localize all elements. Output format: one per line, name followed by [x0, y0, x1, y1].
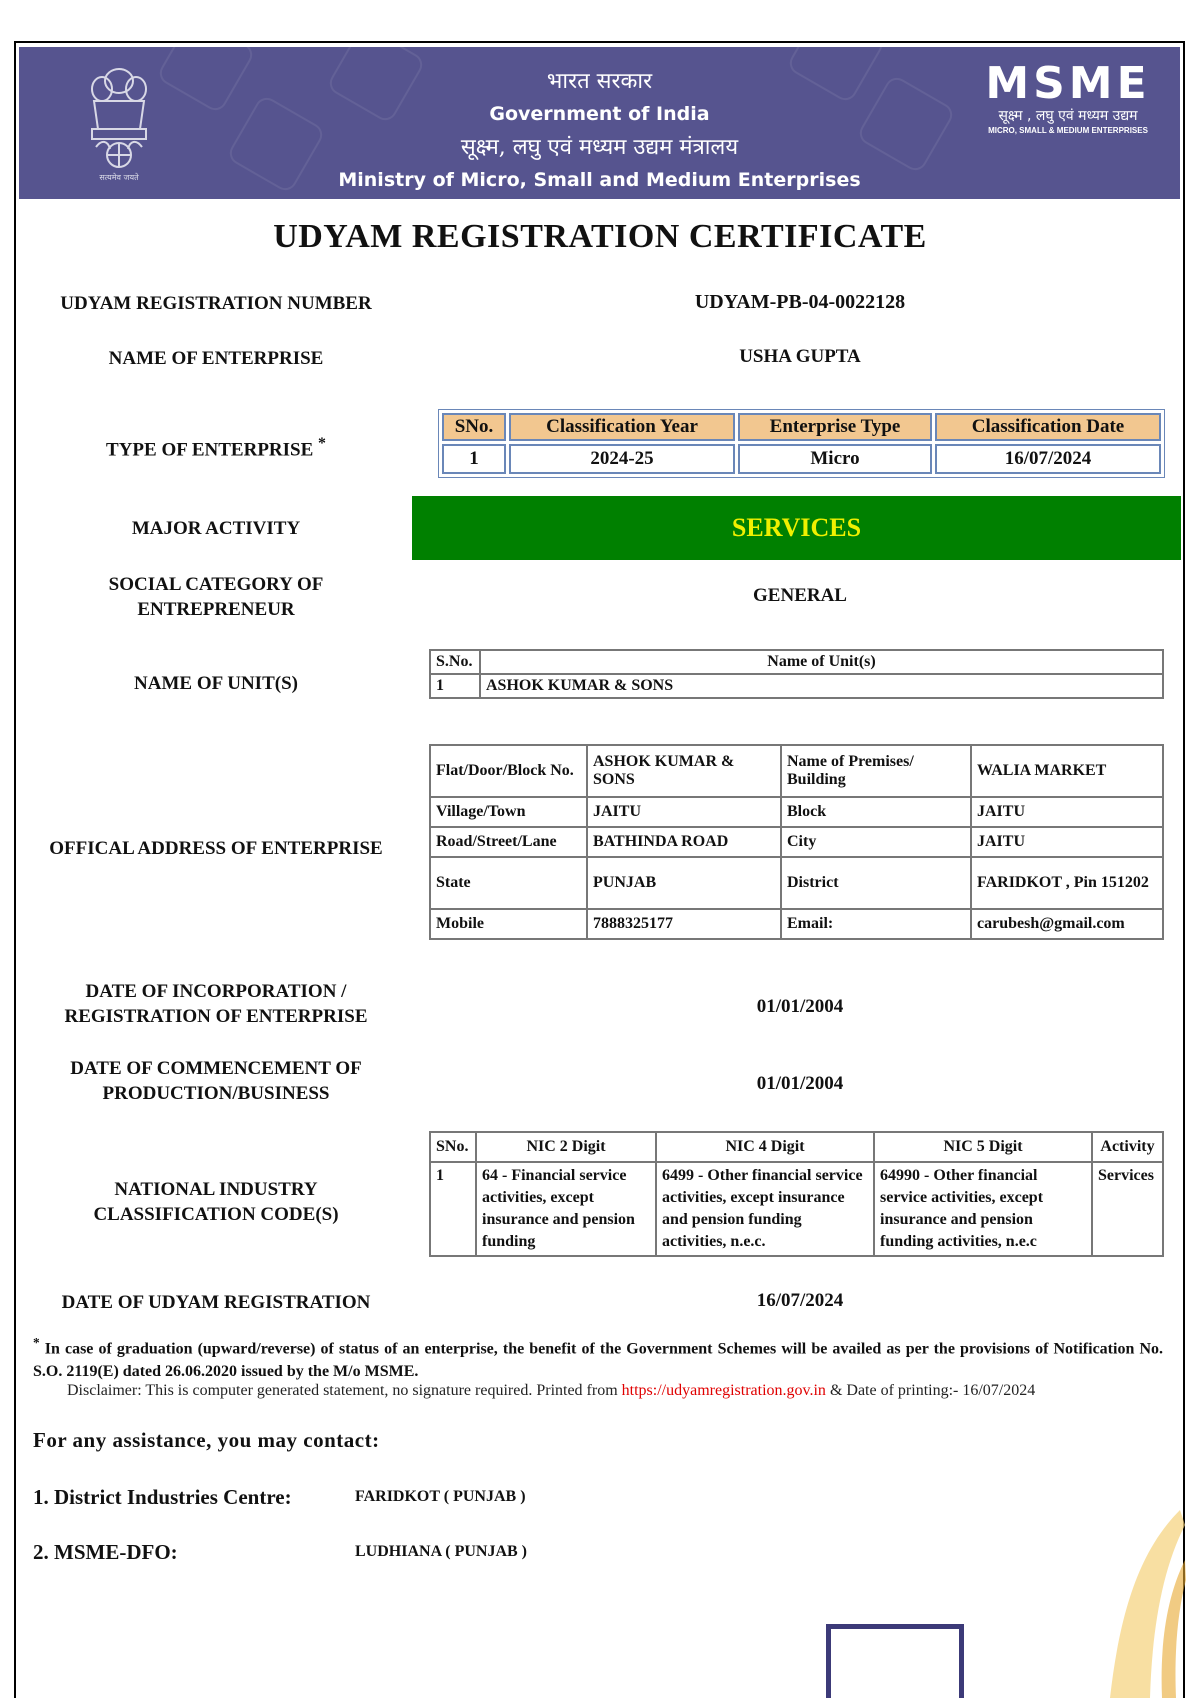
- udyam-website-link[interactable]: https://udyamregistration.gov.in: [621, 1382, 826, 1399]
- table-cell: JAITU: [587, 797, 781, 827]
- reg-number-label: UDYAM REGISTRATION NUMBER: [60, 293, 372, 314]
- table-header: SNo.: [442, 413, 506, 441]
- enterprise-type-label-text: TYPE OF ENTERPRISE: [106, 439, 314, 461]
- commencement-label: [36, 1056, 396, 1106]
- table-header-row: [430, 1132, 1163, 1162]
- incorporation-label-line1: DATE OF INCORPORATION /: [85, 981, 347, 1002]
- table-header: Enterprise Type: [738, 413, 932, 441]
- major-activity-banner: SERVICES: [412, 496, 1181, 560]
- table-cell: JAITU: [971, 827, 1163, 857]
- table-cell: PUNJAB: [587, 857, 781, 909]
- table-cell: Name of Premises/ Building: [781, 745, 971, 797]
- table-cell: Road/Street/Lane: [430, 827, 587, 857]
- table-cell: City: [781, 827, 971, 857]
- table-header-row: [442, 413, 1161, 441]
- decorative-frame: [826, 1624, 964, 1698]
- table-row: [430, 797, 1163, 827]
- table-cell: Services: [1092, 1162, 1163, 1256]
- footnote: [33, 1331, 1163, 1383]
- msme-logo-mark: MSME: [985, 58, 1151, 109]
- table-cell: WALIA MARKET: [971, 745, 1163, 797]
- table-row: [430, 909, 1163, 939]
- enterprise-type-table: [438, 409, 1165, 478]
- table-cell: 16/07/2024: [935, 444, 1161, 474]
- english-ministry: Ministry of Micro, Small and Medium Enterprises: [338, 169, 861, 191]
- footnote-text: In case of graduation (upward/reverse) of status of an enterprise, the benefit of the Government Schemes will be availed as per the provisions of Notification No. S.O. 2119(E) dated 26.06.2020 issued by the M/o MSME.: [33, 1340, 1163, 1381]
- table-cell: BATHINDA ROAD: [587, 827, 781, 857]
- table-cell: FARIDKOT , Pin 151202: [971, 857, 1163, 909]
- table-cell: Flat/Door/Block No.: [430, 745, 587, 797]
- reg-number-value: UDYAM-PB-04-0022128: [694, 291, 906, 313]
- major-activity-label: MAJOR ACTIVITY: [131, 518, 301, 539]
- table-cell: 1: [430, 674, 480, 698]
- address-label: OFFICAL ADDRESS OF ENTERPRISE: [49, 838, 383, 859]
- table-row: [442, 444, 1161, 474]
- incorporation-label: [36, 979, 396, 1029]
- social-category-label: [36, 572, 396, 622]
- incorporation-date: 01/01/2004: [756, 996, 844, 1017]
- msme-logo-english: MICRO, SMALL & MEDIUM ENTERPRISES: [988, 126, 1148, 135]
- enterprise-name-label: NAME OF ENTERPRISE: [108, 348, 324, 369]
- disclaimer: [67, 1382, 1035, 1400]
- dic-label: 1. District Industries Centre:: [33, 1485, 292, 1509]
- table-row: [430, 1162, 1163, 1256]
- disclaimer-text: Disclaimer: This is computer generated statement, no signature required. Printed from: [67, 1382, 618, 1399]
- table-header: SNo.: [430, 1132, 476, 1162]
- english-gov: Government of India: [489, 103, 710, 125]
- table-cell: Email:: [781, 909, 971, 939]
- table-cell: 6499 - Other financial service activities, except insurance and pension funding activities, n.e.c.: [656, 1162, 874, 1256]
- commencement-label-line2: PRODUCTION/BUSINESS: [102, 1083, 330, 1104]
- certificate-title: UDYAM REGISTRATION CERTIFICATE: [273, 218, 927, 255]
- table-cell: 64 - Financial service activities, except insurance and pension funding: [476, 1162, 656, 1256]
- table-row: [430, 827, 1163, 857]
- social-category-label-line2: ENTREPRENEUR: [137, 599, 295, 620]
- table-cell: Mobile: [430, 909, 587, 939]
- table-cell: Village/Town: [430, 797, 587, 827]
- dic-value: FARIDKOT ( PUNJAB ): [355, 1488, 526, 1505]
- table-header: Name of Unit(s): [480, 650, 1163, 674]
- hindi-ministry: सूक्ष्म, लघु एवं मध्यम उद्यम मंत्रालय: [460, 135, 739, 160]
- footnote-asterisk: *: [33, 1335, 40, 1350]
- dfo-label: 2. MSME-DFO:: [33, 1540, 178, 1564]
- table-cell: State: [430, 857, 587, 909]
- msme-logo-hindi: सूक्ष्म , लघु एवं मध्यम उद्यम: [998, 108, 1138, 124]
- udyam-date-label: DATE OF UDYAM REGISTRATION: [61, 1292, 371, 1313]
- table-cell: Micro: [738, 444, 932, 474]
- table-cell: 1: [430, 1162, 476, 1256]
- table-cell: ASHOK KUMAR & SONS: [587, 745, 781, 797]
- table-cell: 64990 - Other financial service activities, except insurance and pension funding activities, n.e.c: [874, 1162, 1092, 1256]
- table-header: Classification Year: [509, 413, 735, 441]
- msme-logo: [978, 58, 1158, 141]
- assistance-heading: For any assistance, you may contact:: [33, 1428, 380, 1452]
- table-row: [430, 857, 1163, 909]
- enterprise-type-label: [36, 431, 396, 462]
- social-category-value: GENERAL: [753, 585, 847, 606]
- email-link[interactable]: carubesh@gmail.com: [971, 909, 1163, 939]
- units-table: [429, 649, 1164, 699]
- table-header-row: [430, 650, 1163, 674]
- table-header: Classification Date: [935, 413, 1161, 441]
- table-header: S.No.: [430, 650, 480, 674]
- commencement-date: 01/01/2004: [756, 1073, 844, 1094]
- hindi-gov: भारत सरकार: [546, 69, 653, 94]
- nic-table: [429, 1131, 1164, 1257]
- commencement-label-line1: DATE OF COMMENCEMENT OF: [70, 1058, 362, 1079]
- table-cell: District: [781, 857, 971, 909]
- header-banner: [19, 47, 1180, 199]
- table-cell: Block: [781, 797, 971, 827]
- table-cell: 1: [442, 444, 506, 474]
- enterprise-name-value: USHA GUPTA: [739, 346, 861, 367]
- footnote-asterisk: *: [318, 435, 326, 452]
- dfo-value: LUDHIANA ( PUNJAB ): [355, 1543, 527, 1560]
- units-label: NAME OF UNIT(S): [134, 673, 298, 694]
- address-table: [429, 744, 1164, 940]
- table-cell: 2024-25: [509, 444, 735, 474]
- incorporation-label-line2: REGISTRATION OF ENTERPRISE: [64, 1006, 368, 1027]
- social-category-label-line1: SOCIAL CATEGORY OF: [108, 574, 324, 595]
- disclaimer-date: & Date of printing:- 16/07/2024: [829, 1382, 1036, 1399]
- table-cell: ASHOK KUMAR & SONS: [480, 674, 1163, 698]
- table-header: Activity: [1092, 1132, 1163, 1162]
- nic-label-line1: NATIONAL INDUSTRY: [114, 1179, 318, 1200]
- table-header: NIC 5 Digit: [874, 1132, 1092, 1162]
- table-cell: JAITU: [971, 797, 1163, 827]
- table-row: [430, 674, 1163, 698]
- decorative-swoosh-icon: [1080, 1500, 1186, 1698]
- table-cell: 7888325177: [587, 909, 781, 939]
- table-row: [430, 745, 1163, 797]
- udyam-date-value: 16/07/2024: [756, 1290, 844, 1311]
- nic-label-line2: CLASSIFICATION CODE(S): [93, 1204, 339, 1225]
- nic-label: [36, 1177, 396, 1227]
- table-header: NIC 2 Digit: [476, 1132, 656, 1162]
- table-header: NIC 4 Digit: [656, 1132, 874, 1162]
- svg-text:सत्यमेव जयते: सत्यमेव जयते: [99, 173, 139, 182]
